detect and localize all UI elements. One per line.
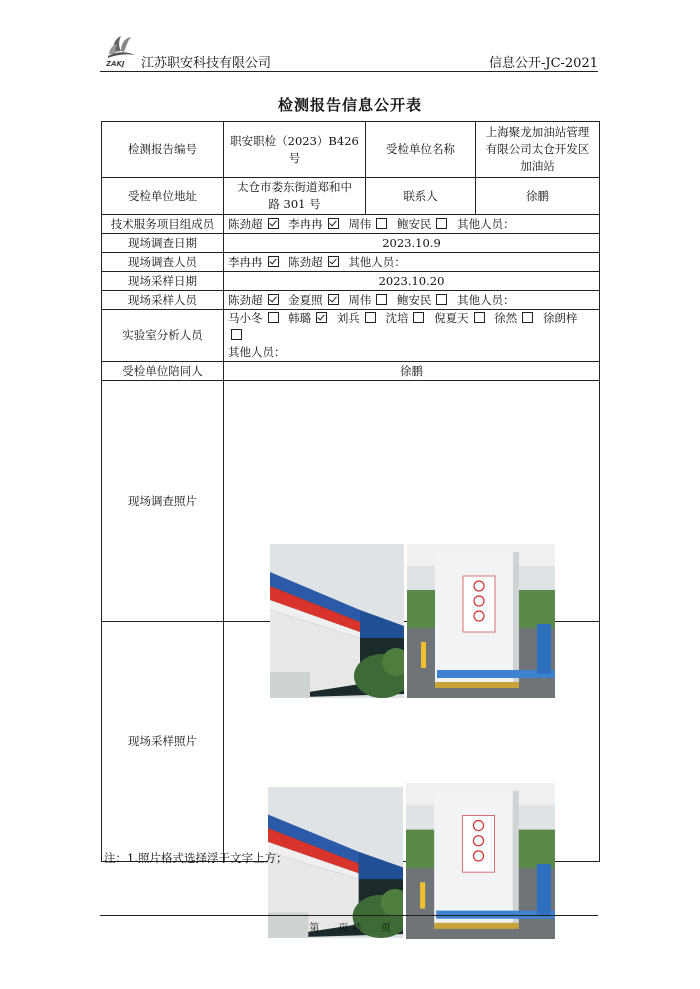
header-rule — [100, 71, 598, 72]
lab-staff-member — [228, 311, 285, 325]
unchecked-checkbox-icon — [474, 312, 485, 323]
checked-checkbox-icon — [328, 218, 339, 229]
lab-staff — [224, 310, 600, 362]
report-no-value: 职安职检（2023）B426 号 — [224, 122, 366, 178]
survey-date-label: 现场调查日期 — [102, 234, 224, 253]
person-name: 沈培 — [385, 311, 409, 325]
address-value: 太仓市娄东街道郑和中路 301 号 — [224, 178, 366, 215]
footnote: 注：1.照片格式选择浮于文字上方； — [104, 851, 288, 865]
unchecked-checkbox-icon — [376, 218, 387, 229]
unchecked-checkbox-icon — [522, 312, 533, 323]
sampling-staff-member — [397, 293, 454, 307]
person-name: 金夏照 — [288, 292, 323, 307]
table-row — [102, 272, 600, 291]
table-row — [102, 291, 600, 310]
sampling-photo-label: 现场采样照片 — [102, 622, 224, 862]
survey-photo-label: 现场调查照片 — [102, 381, 224, 622]
client-name-value: 上海聚龙加油站管理有限公司太仓开发区加油站 — [476, 122, 600, 178]
footer-page-suffix: 页 — [380, 923, 391, 934]
unchecked-checkbox-icon — [436, 294, 447, 305]
table-row — [102, 122, 600, 178]
survey-photo-cell — [224, 381, 600, 622]
table-row — [102, 253, 600, 272]
sampling-date-label: 现场采样日期 — [102, 272, 224, 291]
checked-checkbox-icon — [328, 294, 339, 305]
sampling-staff-member — [228, 293, 285, 307]
footer-page-prefix: 第 — [309, 923, 320, 934]
table-row — [102, 310, 600, 362]
escort-value: 徐鹏 — [224, 362, 600, 381]
unchecked-checkbox-icon — [413, 312, 424, 323]
company-name: 江苏职安科技有限公司 — [141, 56, 272, 71]
contact-label: 联系人 — [366, 178, 476, 215]
person-name: 陈劲超 — [228, 292, 263, 307]
escort-label: 受检单位陪同人 — [102, 362, 224, 381]
lab-staff-member — [494, 311, 539, 325]
page-title: 检测报告信息公开表 — [277, 96, 422, 114]
team-member — [228, 217, 285, 231]
lab-staff-label: 实验室分析人员 — [102, 310, 224, 362]
sampling-staff-member — [288, 293, 345, 307]
team-member — [348, 217, 393, 231]
sampling-staff-other: 其他人员： — [457, 292, 515, 307]
footer-rule — [100, 915, 598, 916]
team-member — [397, 217, 454, 231]
survey-staff — [224, 253, 600, 272]
sampling-date-value: 2023.10.20 — [224, 272, 600, 291]
sampling-staff — [224, 291, 600, 310]
unchecked-checkbox-icon — [365, 312, 376, 323]
person-name: 马小冬 — [228, 311, 263, 325]
person-name: 韩璐 — [288, 311, 312, 325]
checked-checkbox-icon — [268, 256, 279, 267]
person-name: 陈劲超 — [228, 216, 263, 231]
unchecked-checkbox-icon — [436, 218, 447, 229]
document-number: 信息公开-JC-2021 — [488, 56, 598, 71]
lab-staff-other: 其他人员： — [228, 345, 286, 359]
report-no-label: 检测报告编号 — [102, 122, 224, 178]
contact-value: 徐鹏 — [476, 178, 600, 215]
address-label: 受检单位地址 — [102, 178, 224, 215]
survey-staff-label: 现场调查人员 — [102, 253, 224, 272]
person-name: 鲍安民 — [396, 292, 432, 307]
table-row — [102, 178, 600, 215]
person-name: 刘兵 — [336, 311, 360, 325]
person-name: 周伟 — [348, 292, 372, 307]
survey-date-value: 2023.10.9 — [224, 234, 600, 253]
unchecked-checkbox-icon — [268, 312, 279, 323]
team-member — [288, 217, 345, 231]
team-members — [224, 215, 600, 234]
survey-staff-member — [228, 255, 285, 269]
lab-staff-member — [434, 311, 491, 325]
lab-staff-member — [288, 311, 333, 325]
table-row — [102, 362, 600, 381]
survey-staff-other: 其他人员： — [348, 254, 406, 269]
person-name: 徐然 — [494, 311, 518, 325]
person-name: 鲍安民 — [396, 216, 432, 231]
page-header — [100, 32, 598, 72]
unchecked-checkbox-icon — [231, 329, 242, 340]
footer-page-middle: 页 共 — [338, 923, 362, 934]
page-footer — [0, 919, 700, 934]
report-info-table — [101, 121, 600, 862]
checked-checkbox-icon — [328, 256, 339, 267]
company-logo — [104, 32, 138, 68]
canopy-photo — [270, 544, 404, 698]
table-row — [102, 234, 600, 253]
survey-staff-member — [288, 255, 345, 269]
sampling-staff-member — [348, 293, 393, 307]
lab-staff-member — [385, 311, 430, 325]
team-label: 技术服务项目组成员 — [102, 215, 224, 234]
table-row — [102, 215, 600, 234]
sampling-staff-label: 现场采样人员 — [102, 291, 224, 310]
person-name: 李冉冉 — [228, 254, 263, 269]
unchecked-checkbox-icon — [376, 294, 387, 305]
checked-checkbox-icon — [268, 218, 279, 229]
team-other: 其他人员： — [457, 216, 515, 231]
client-name-label: 受检单位名称 — [366, 122, 476, 178]
person-name: 李冉冉 — [288, 216, 323, 231]
table-row — [102, 381, 600, 622]
lab-staff-member — [337, 311, 382, 325]
checked-checkbox-icon — [316, 312, 327, 323]
pillar-photo — [407, 544, 555, 698]
person-name: 徐朗梓 — [542, 311, 578, 325]
person-name: 陈劲超 — [288, 254, 323, 269]
person-name: 倪夏天 — [434, 311, 469, 325]
checked-checkbox-icon — [268, 294, 279, 305]
svg-text:ZAKJ: ZAKJ — [106, 60, 125, 68]
person-name: 周伟 — [348, 216, 372, 231]
